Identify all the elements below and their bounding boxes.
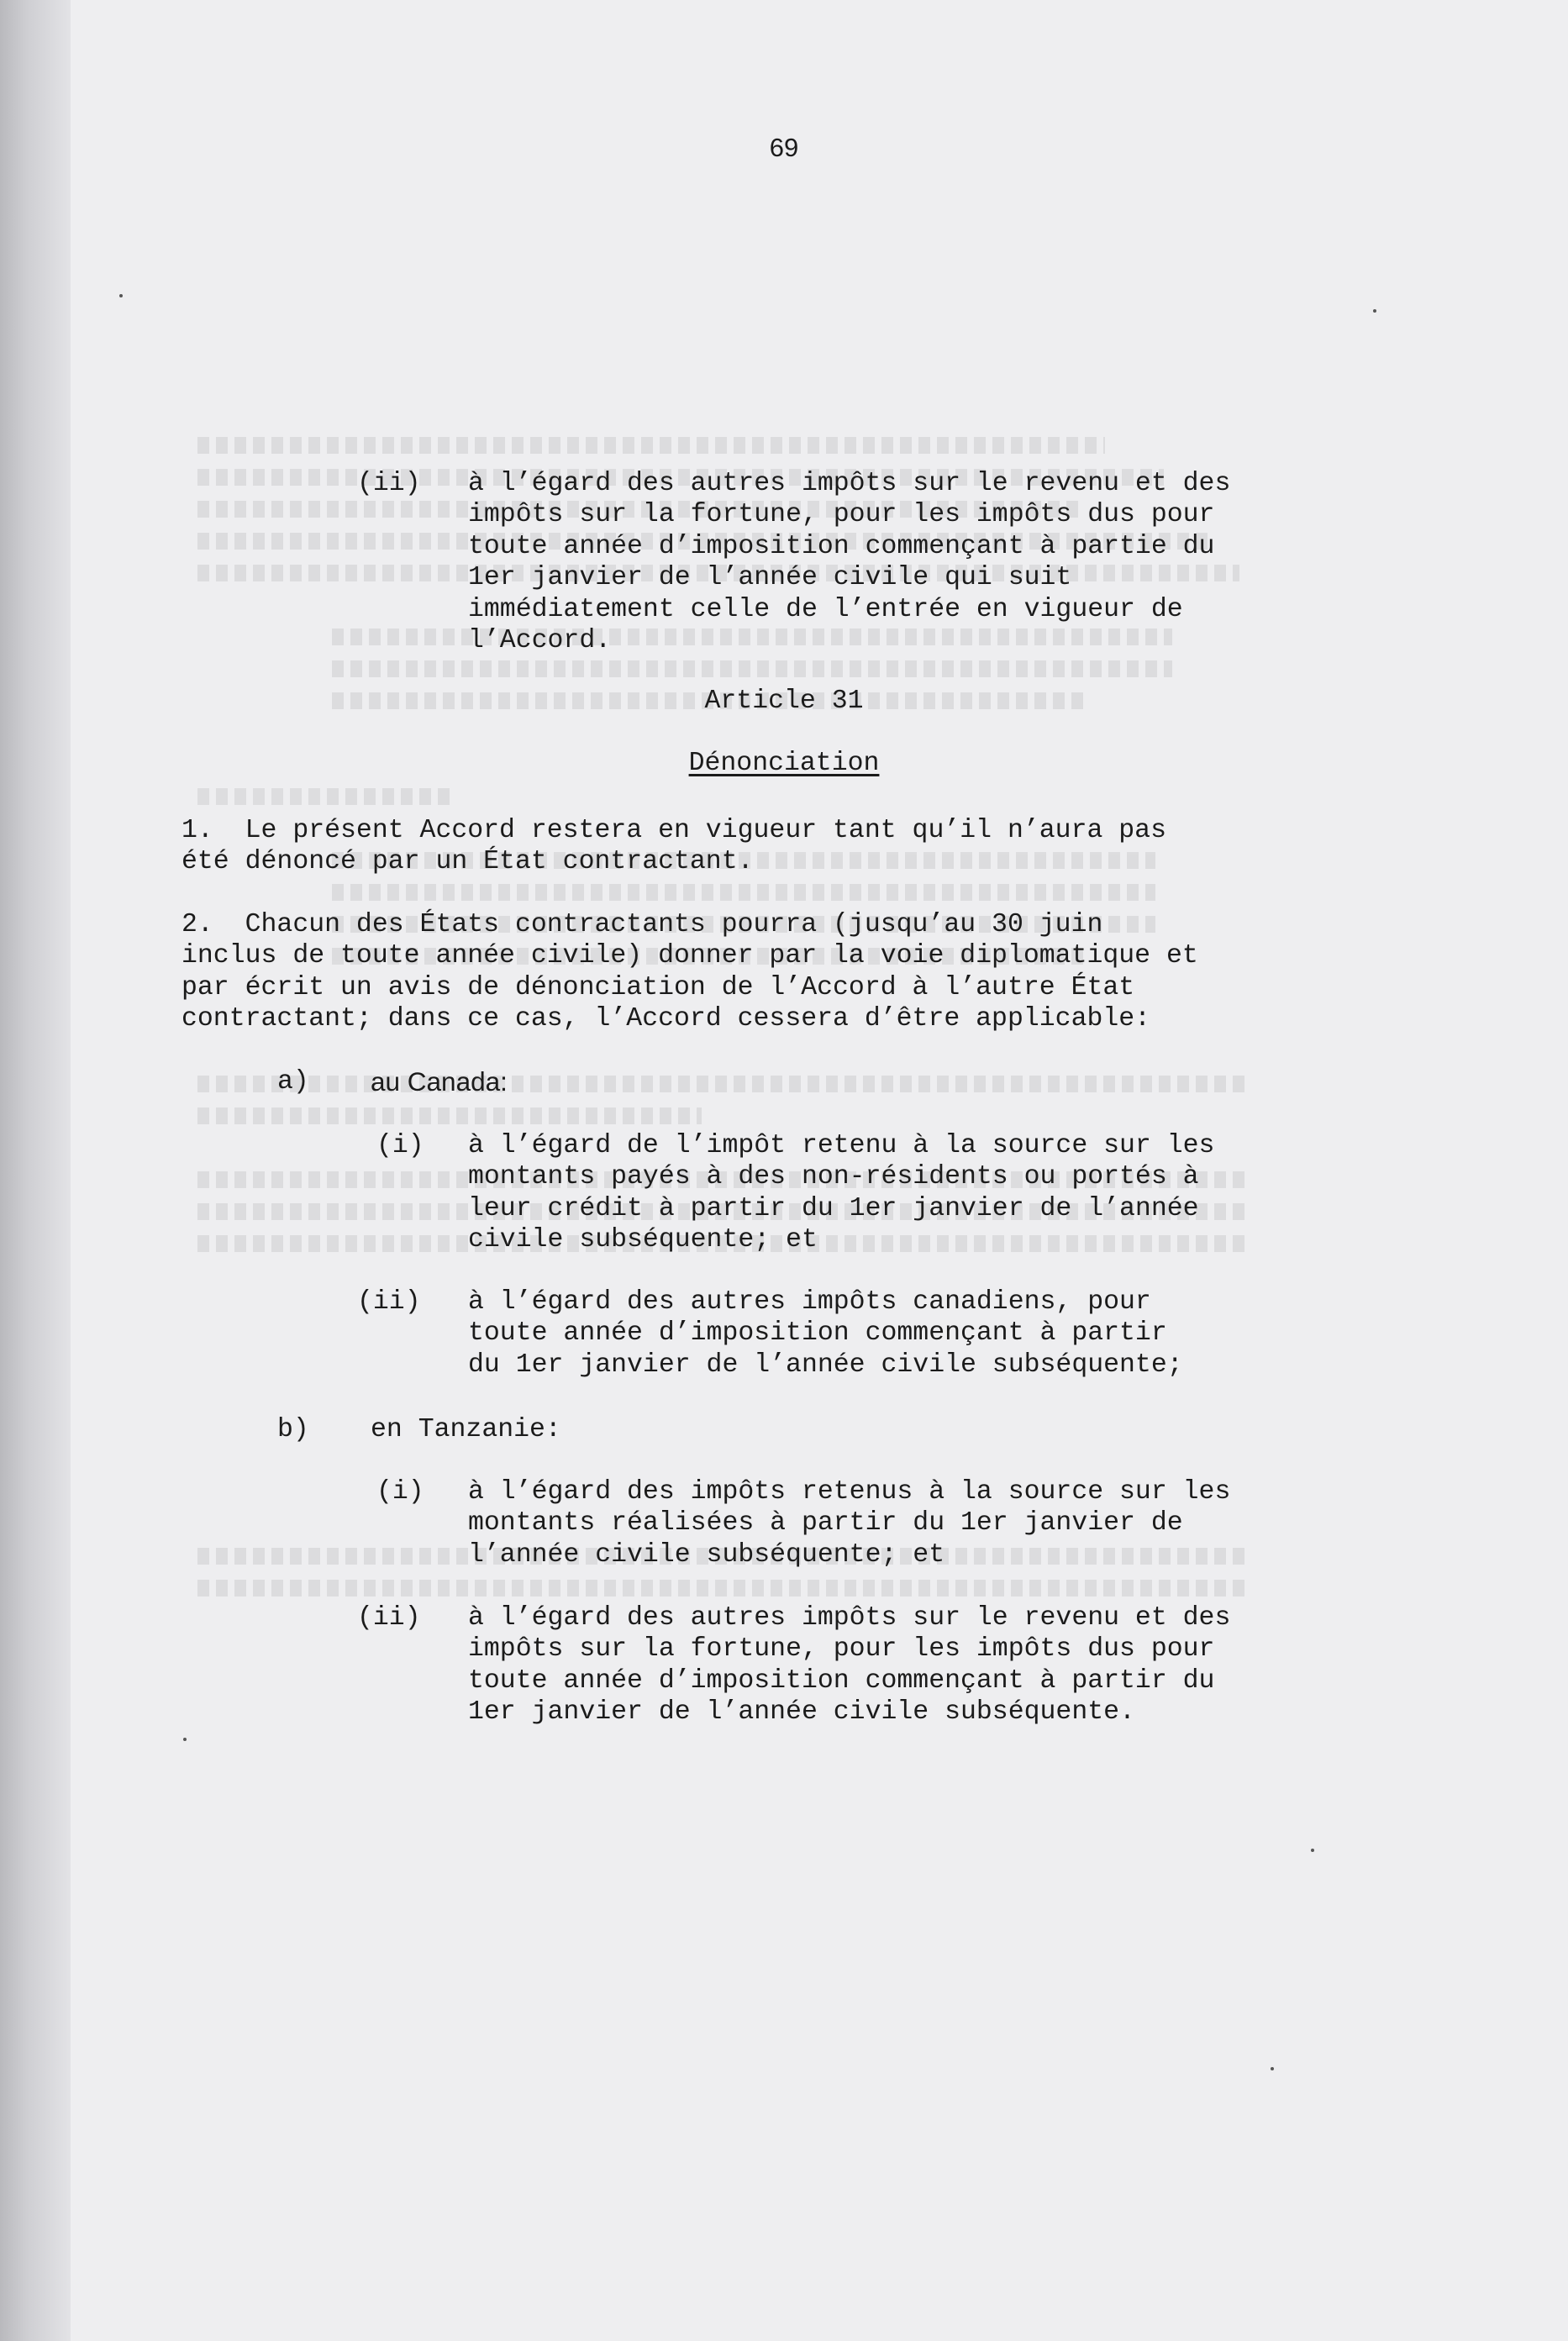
- item-b-i-line: montants réalisées à partir du 1er janvier de: [468, 1508, 1183, 1538]
- paragraph-2-line: contractant; dans ce cas, l’Accord cessera d’être applicable:: [182, 1004, 1151, 1034]
- item-b-ii-marker: (ii): [357, 1603, 421, 1633]
- clause-marker: (ii): [357, 469, 421, 498]
- article-number: Article 31: [704, 687, 864, 716]
- item-a-ii-line: toute année d’imposition commençant à partir: [468, 1318, 1167, 1348]
- item-b-ii-line: impôts sur la fortune, pour les impôts dus pour: [468, 1634, 1215, 1664]
- item-a-ii-line: du 1er janvier de l’année civile subséquente;: [468, 1350, 1183, 1380]
- article-title-text: Dénonciation: [688, 749, 880, 778]
- paragraph-2-line: 2. Chacun des États contractants pourra (jusqu’au 30 juin: [182, 910, 1103, 939]
- scan-speck: [183, 1738, 187, 1741]
- item-a-i-line: à l’égard de l’impôt retenu à la source sur les: [468, 1131, 1215, 1160]
- item-b-ii-line: à l’égard des autres impôts sur le revenu et des: [468, 1603, 1231, 1633]
- paragraph-1-line: 1. Le présent Accord restera en vigueur tant qu’il n’aura pas: [182, 816, 1166, 845]
- item-a-i-marker: (i): [376, 1131, 424, 1160]
- scan-speck: [119, 294, 123, 297]
- clause-line: à l’égard des autres impôts sur le revenu et des: [468, 469, 1231, 498]
- item-b-i-line: l’année civile subséquente; et: [468, 1540, 945, 1570]
- item-a-ii-marker: (ii): [357, 1287, 421, 1317]
- clause-line: immédiatement celle de l’entrée en vigueur de: [468, 595, 1183, 624]
- item-b-ii-line: 1er janvier de l’année civile subséquente.: [468, 1697, 1135, 1727]
- scan-speck: [1271, 2067, 1274, 2070]
- clause-line: toute année d’imposition commençant à partie du: [468, 532, 1215, 561]
- item-a-i-line: civile subséquente; et: [468, 1225, 818, 1255]
- page-number: 69: [769, 133, 799, 162]
- item-a-i-line: leur crédit à partir du 1er janvier de l’année: [468, 1194, 1199, 1223]
- paragraph-2-line: par écrit un avis de dénonciation de l’Accord à l’autre État: [182, 973, 1135, 1002]
- article-title: [0, 748, 1568, 780]
- paragraph-1-line: été dénoncé par un État contractant.: [182, 847, 754, 876]
- scan-speck: [1311, 1849, 1314, 1852]
- item-a-ii-line: à l’égard des autres impôts canadiens, pour: [468, 1287, 1151, 1317]
- item-a-label: au Canada:: [371, 1066, 508, 1097]
- clause-line: 1er janvier de l’année civile qui suit: [468, 563, 1072, 592]
- item-b-marker: b): [277, 1415, 309, 1444]
- clause-line: l’Accord.: [468, 626, 612, 655]
- item-b-ii-line: toute année d’imposition commençant à partir du: [468, 1666, 1215, 1696]
- page-binding-shadow: [0, 0, 71, 2341]
- clause-line: impôts sur la fortune, pour les impôts dus pour: [468, 500, 1215, 529]
- item-a-i-line: montants payés à des non-résidents ou portés à: [468, 1162, 1199, 1192]
- paragraph-2-line: inclus de toute année civile) donner par la voie diplomatique et: [182, 941, 1198, 971]
- item-b-i-marker: (i): [376, 1477, 424, 1507]
- item-b-i-line: à l’égard des impôts retenus à la source sur les: [468, 1477, 1231, 1507]
- item-b-label: en Tanzanie:: [371, 1415, 561, 1444]
- item-a-marker: a): [277, 1067, 309, 1097]
- scan-speck: [1373, 309, 1376, 313]
